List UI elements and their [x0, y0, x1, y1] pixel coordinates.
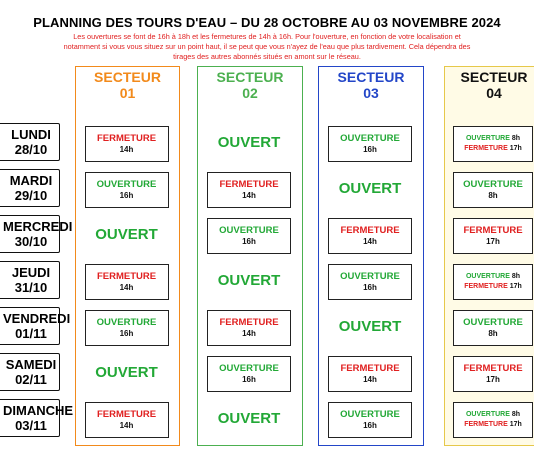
sector-column-04 [444, 66, 534, 446]
status-ouvert: OUVERT [217, 410, 281, 427]
status-label: OUVERTURE [463, 179, 523, 190]
status-label: OUVERTURE [96, 317, 157, 328]
status-time: 14h [242, 191, 256, 200]
status-time: 16h [119, 191, 134, 200]
status-label: OUVERTURE [219, 225, 279, 236]
day-name: VENDREDI [3, 311, 71, 326]
day-name: JEUDI [11, 265, 51, 280]
sector-number: 03 [363, 85, 379, 101]
schedule-note [10, 32, 524, 62]
fermeture-line: FERMETURE 17h [464, 145, 522, 152]
sector-header [198, 69, 302, 101]
status-time: 16h [119, 329, 134, 338]
sector-header [76, 69, 179, 101]
status-ouvert: OUVERT [95, 226, 158, 243]
status-label: OUVERTURE [340, 409, 400, 420]
ouverture-line: OUVERTURE 8h [465, 411, 521, 418]
status-time: 14h [119, 421, 134, 430]
sector-header [319, 69, 423, 101]
status-fermeture [328, 218, 412, 254]
status-ouverture [207, 356, 291, 392]
sector-label: SECTEUR [337, 69, 405, 85]
status-time: 14h [363, 237, 377, 246]
day-label-6 [0, 353, 60, 391]
status-time: 14h [119, 145, 134, 154]
status-fermeture [453, 218, 533, 254]
day-name: SAMEDI [5, 357, 57, 372]
status-fermeture [85, 126, 169, 162]
status-time: 14h [119, 283, 134, 292]
day-label-2 [0, 169, 60, 207]
status-ouvert: OUVERT [217, 134, 281, 151]
day-date: 03/11 [15, 418, 47, 433]
status-ouverture [453, 172, 533, 208]
status-time: 8h [488, 329, 498, 338]
status-label: FERMETURE [219, 317, 279, 328]
status-label: OUVERTURE [96, 179, 157, 190]
day-date: 31/10 [14, 280, 48, 295]
sector-number: 04 [486, 85, 502, 101]
status-ouverture [85, 172, 169, 208]
status-fermeture [207, 310, 291, 346]
status-label: FERMETURE [96, 133, 157, 144]
status-ouverture [85, 310, 169, 346]
status-ouvert: OUVERT [95, 364, 158, 381]
status-ouvert: OUVERT [338, 180, 402, 197]
day-name: MARDI [9, 173, 53, 188]
sector-label: SECTEUR [460, 69, 528, 85]
status-ouverture [453, 310, 533, 346]
status-ouverture [328, 264, 412, 300]
sector-header [445, 69, 534, 101]
ouverture-line: OUVERTURE 8h [465, 135, 521, 142]
status-fermeture [85, 402, 169, 438]
status-label: FERMETURE [463, 225, 523, 236]
status-time: 16h [363, 283, 377, 292]
sector-label: SECTEUR [94, 69, 161, 85]
status-ouverture-fermeture [453, 126, 533, 162]
status-ouverture [328, 402, 412, 438]
day-date: 28/10 [14, 142, 48, 157]
day-date: 01/11 [15, 326, 47, 341]
day-label-4 [0, 261, 60, 299]
sector-label: SECTEUR [216, 69, 284, 85]
status-ouverture-fermeture [453, 402, 533, 438]
status-time: 16h [242, 375, 256, 384]
status-label: FERMETURE [219, 179, 279, 190]
sector-number: 01 [119, 85, 136, 101]
sector-number: 02 [242, 85, 258, 101]
status-fermeture [207, 172, 291, 208]
status-label: OUVERTURE [340, 133, 400, 144]
day-name: LUNDI [11, 127, 51, 142]
status-ouvert: OUVERT [338, 318, 402, 335]
note-line-3: tirages des autres abonnés situés en amont sur le réseau. [173, 52, 361, 61]
day-label-3 [0, 215, 73, 253]
status-time: 17h [486, 237, 500, 246]
sector-column-02 [197, 66, 303, 446]
status-time: 16h [363, 145, 377, 154]
day-name: MERCREDI [3, 219, 73, 234]
status-time: 16h [242, 237, 256, 246]
status-label: FERMETURE [96, 271, 157, 282]
status-label: OUVERTURE [340, 271, 400, 282]
status-ouverture [207, 218, 291, 254]
fermeture-line: FERMETURE 17h [464, 283, 522, 290]
status-label: FERMETURE [340, 225, 400, 236]
status-time: 14h [242, 329, 256, 338]
status-label: FERMETURE [463, 363, 523, 374]
status-ouvert: OUVERT [217, 272, 281, 289]
status-ouverture [328, 126, 412, 162]
sector-column-03 [318, 66, 424, 446]
status-time: 16h [363, 421, 377, 430]
ouverture-line: OUVERTURE 8h [465, 273, 521, 280]
status-label: FERMETURE [340, 363, 400, 374]
status-time: 8h [488, 191, 498, 200]
status-label: FERMETURE [96, 409, 157, 420]
day-name: DIMANCHE [3, 403, 74, 418]
note-line-1: Les ouvertures se font de 16h à 18h et les fermetures de 14h à 16h. Pour l'ouverture, en fonction de votre localisation et [73, 32, 461, 41]
day-label-5 [0, 307, 71, 345]
note-line-2: notamment si vous vous situez sur un point haut, il se peut que vous n'ayez de l'eau que plus tardivement. Cela dépendra des [63, 42, 471, 51]
status-time: 17h [486, 375, 500, 384]
sector-column-01 [75, 66, 180, 446]
day-label-1 [0, 123, 60, 161]
status-time: 14h [363, 375, 377, 384]
page-title: PLANNING DES TOURS D'EAU – DU 28 OCTOBRE AU 03 NOVEMBRE 2024 [33, 15, 501, 30]
status-fermeture [453, 356, 533, 392]
status-label: OUVERTURE [219, 363, 279, 374]
day-date: 29/10 [14, 188, 48, 203]
status-ouverture-fermeture [453, 264, 533, 300]
status-fermeture [85, 264, 169, 300]
fermeture-line: FERMETURE 17h [464, 421, 522, 428]
status-fermeture [328, 356, 412, 392]
status-label: OUVERTURE [463, 317, 523, 328]
day-date: 02/11 [15, 372, 47, 387]
day-label-7 [0, 399, 74, 437]
day-date: 30/10 [14, 234, 48, 249]
